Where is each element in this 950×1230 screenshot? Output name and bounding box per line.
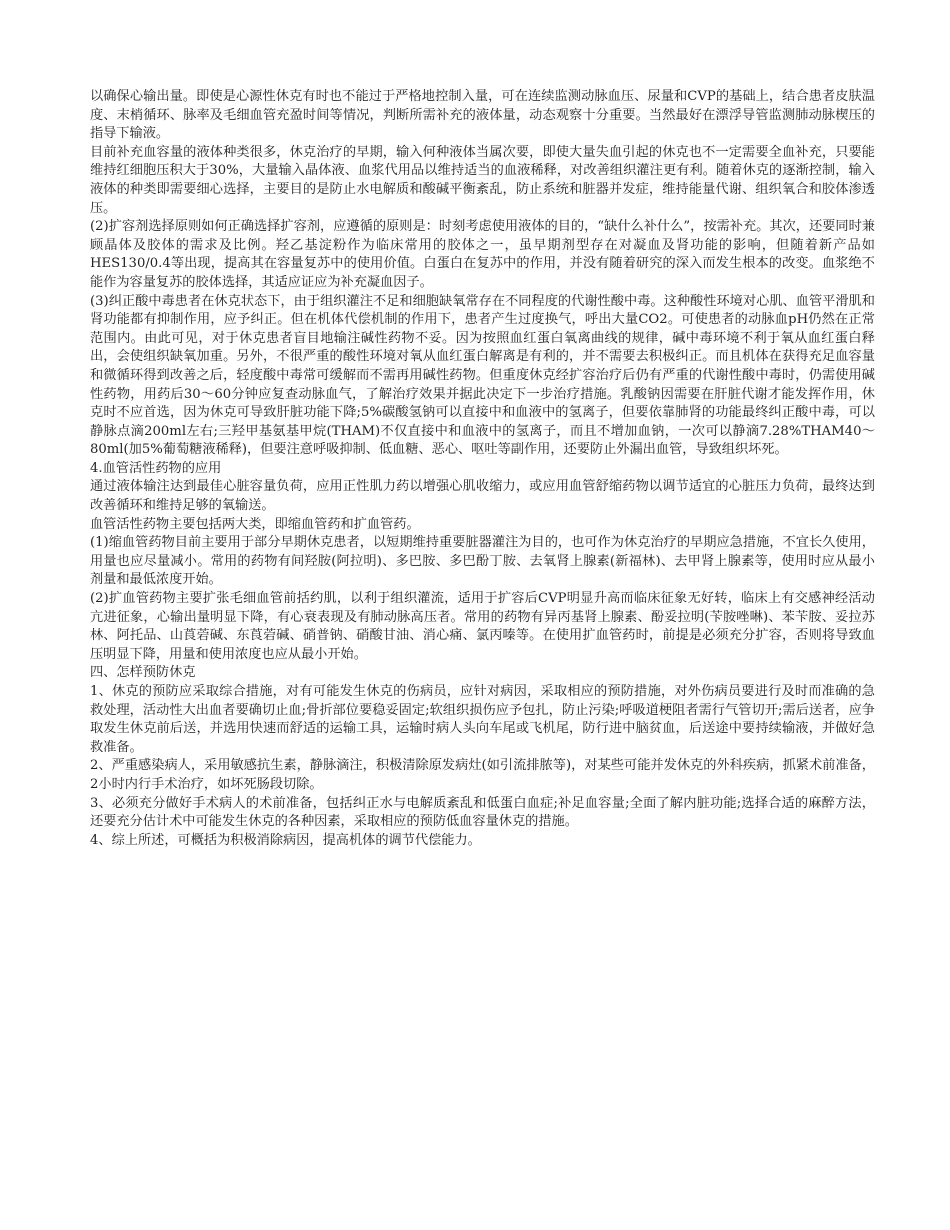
section-heading-vasoactive-drugs: 4.血管活性药物的应用 <box>90 460 222 476</box>
paragraph-vasoconstrictors: (1)缩血管药物目前主要用于部分早期休克患者，以短期维持重要脏器灌注为目的，也可作为休克治疗的早期应急措施，不宜长久使用，用量也应尽量减小。常用的药物有间羟胺(阿拉明)、多巴胺、多巴酚丁胺、去氧肾上腺素(新福林)、去甲肾上腺素等，使用时应从最小剂量和最低浓度开始。 <box>90 535 875 588</box>
paragraph-prevention-4: 4、综上所述，可概括为积极消除病因，提高机体的调节代偿能力。 <box>90 832 481 848</box>
document-body <box>90 88 875 850</box>
paragraph-prevention-1: 1、休克的预防应采取综合措施，对有可能发生休克的伤病员，应针对病因，采取相应的预防措施，对外伤病员要进行及时而准确的急救处理，活动性大出血者要确切止血;骨折部位要稳妥固定;软组织损伤应予包扎，防止污染;呼吸道梗阻者需行气管切开;需后送者，应争取发生休克前后送，并选用快速而舒适的运输工具，运输时病人头向车尾或飞机尾，防行进中脑贫血，后送途中要持续输液，并做好急救准备。 <box>90 684 875 755</box>
paragraph-vasodilators: (2)扩血管药物主要扩张毛细血管前括约肌，以利于组织灌流，适用于扩容后CVP明显升高而临床征象无好转，临床上有交感神经活动亢进征象，心输出量明显下降，有心衰表现及有肺动脉高压者。常用的药物有异丙基肾上腺素、酚妥拉明(苄胺唑啉)、苯苄胺、妥拉苏林、阿托品、山莨菪碱、东莨菪碱、硝普钠、硝酸甘油、消心痛、氯丙嗪等。在使用扩血管药时，前提是必须充分扩容，否则将导致血压明显下降，用量和使用浓度也应从最小开始。 <box>90 591 875 662</box>
paragraph-volume-loading: 通过液体输注达到最佳心脏容量负荷，应用正性肌力药以增强心肌收缩力，或应用血管舒缩药物以调节适宜的心脏压力负荷，最终达到改善循环和维持足够的氧输送。 <box>90 479 875 514</box>
paragraph-fluid-types: 目前补充血容量的液体种类很多，休克治疗的早期，输入何种液体当属次要，即使大量失血引起的休克也不一定需要全血补充，只要能维持红细胞压积大于30%，大量输入晶体液、血浆代用品以维持适当的血液稀释，对改善组织灌注更有利。随着休克的逐渐控制，输入液体的种类即需要细心选择，主要目的是防止水电解质和酸碱平衡紊乱，防止系统和脏器并发症，维持能量代谢、组织氧合和胶体渗透压。 <box>90 144 875 216</box>
paragraph-acidosis-correction: (3)纠正酸中毒患者在休克状态下，由于组织灌注不足和细胞缺氧常存在不同程度的代谢性酸中毒。这种酸性环境对心肌、血管平滑肌和肾功能都有抑制作用，应予纠正。但在机体代偿机制的作用下，患者产生过度换气，呼出大量CO2。可使患者的动脉血pH仍然在正常范围内。由此可见，对于休克患者盲目地输注碱性药物不妥。因为按照血红蛋白氧离曲线的规律，碱中毒环境不利于氧从血红蛋白释出，会使组织缺氧加重。另外，不很严重的酸性环境对氧从血红蛋白解离是有利的，并不需要去积极纠正。而且机体在获得充足血容量和微循环得到改善之后，轻度酸中毒常可缓解而不需再用碱性药物。但重度休克经扩容治疗后仍有严重的代谢性酸中毒时，仍需使用碱性药物，用药后30～60分钟应复查动脉血气，了解治疗效果并据此决定下一步治疗措施。乳酸钠因需要在肝脏代谢才能发挥作用，休克时不应首选，因为休克可导致肝脏功能下降;5%碳酸氢钠可以直接中和血液中的氢离子，但要依靠肺肾的功能最终纠正酸中毒，可以静脉点滴200ml左右;三羟甲基氨基甲烷(THAM)不仅直接中和血液中的氢离子，而且不增加血钠，一次可以静滴7.28%THAM40～80ml(加5%葡萄糖液稀释)，但要注意呼吸抑制、低血糖、恶心、呕吐等副作用，还要防止外漏出血管，导致组织坏死。 <box>90 293 875 458</box>
paragraph-cardiac-output: 以确保心输出量。即使是心源性休克有时也不能过于严格地控制入量，可在连续监测动脉血压、尿量和CVP的基础上，结合患者皮肤温度、末梢循环、脉率及毛细血管充盈时间等情况，判断所需补充的液体量，动态观察十分重要。当然最好在漂浮导管监测肺动脉楔压的指导下输液。 <box>90 89 875 142</box>
paragraph-prevention-3: 3、必须充分做好手术病人的术前准备，包括纠正水与电解质紊乱和低蛋白血症;补足血容量;全面了解内脏功能;选择合适的麻醉方法，还要充分估计术中可能发生休克的各种因素，采取相应的预防低血容量休克的措施。 <box>90 795 875 830</box>
paragraph-prevention-2: 2、严重感染病人，采用敏感抗生素，静脉滴注，积极清除原发病灶(如引流排脓等)，对某些可能并发休克的外科疾病，抓紧术前准备，2小时内行手术治疗，如坏死肠段切除。 <box>90 758 875 792</box>
paragraph-drug-categories: 血管活性药物主要包括两大类，即缩血管药和扩血管药。 <box>90 516 420 532</box>
paragraph-expander-principles: (2)扩容剂选择原则如何正确选择扩容剂，应遵循的原则是：时刻考虑使用液体的目的，“缺什么补什么”，按需补充。其次，还要同时兼顾晶体及胶体的需求及比例。羟乙基淀粉作为临床常用的胶体之一，虽早期剂型存在对凝血及肾功能的影响，但随着新产品如HES130/0.4等出现，提高其在容量复苏中的使用价值。白蛋白在复苏中的作用，并没有随着研究的深入而发生根本的改变。血浆绝不能作为容量复苏的胶体选择，其适应证应为补充凝血因子。 <box>90 219 875 290</box>
section-heading-prevention: 四、怎样预防休克 <box>90 665 196 681</box>
